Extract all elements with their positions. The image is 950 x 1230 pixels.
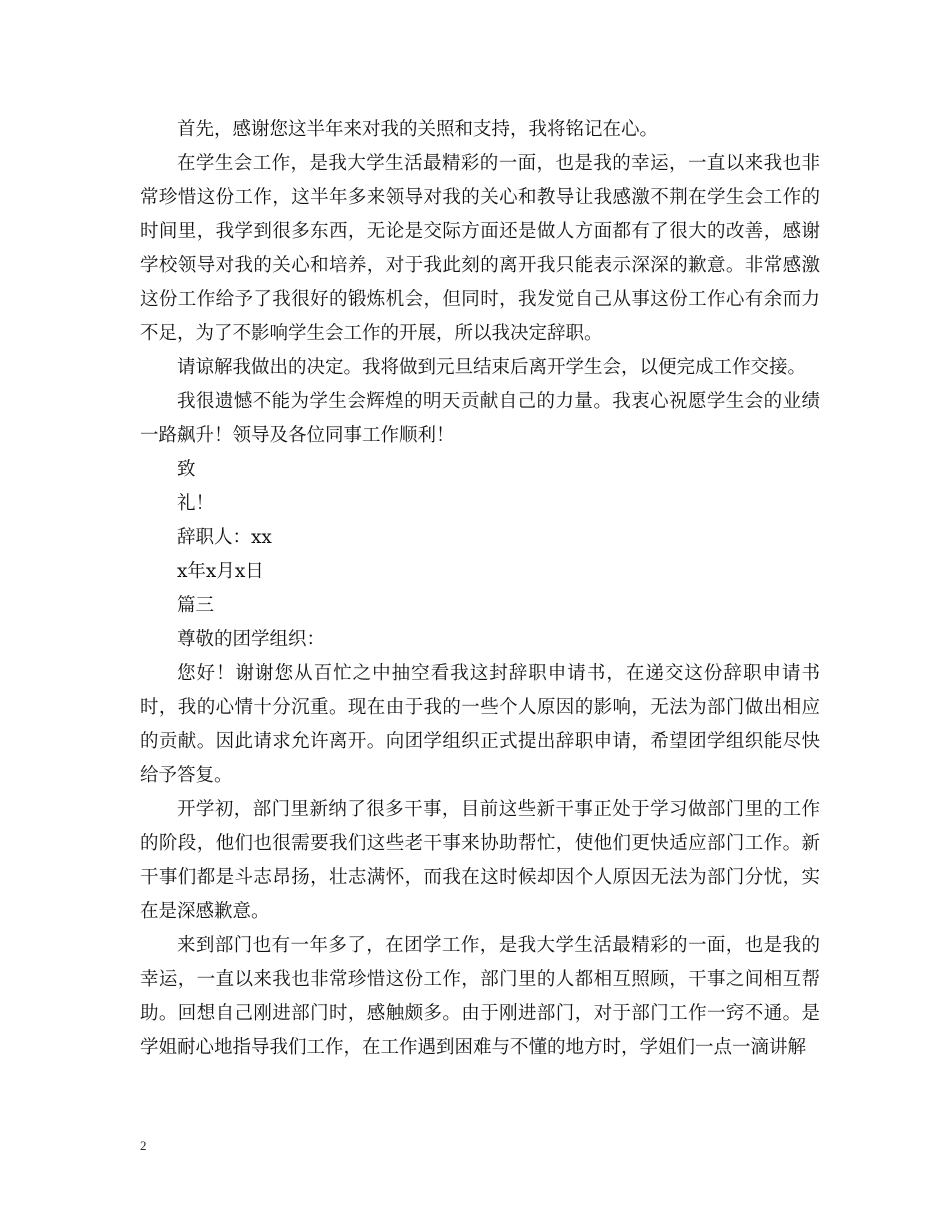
page-number: 2 xyxy=(140,1138,147,1153)
body-text xyxy=(140,113,820,1065)
paragraph: 我很遗憾不能为学生会辉煌的明天贡献自己的力量。我衷心祝愿学生会的业绩一路飙升！领导及各位同事工作顺利！ xyxy=(140,391,820,446)
date-line: x年x月x日 xyxy=(177,561,264,582)
section-heading: 篇三 xyxy=(177,595,215,616)
salutation-line: 礼！ xyxy=(177,493,215,514)
paragraph: 在学生会工作，是我大学生活最精彩的一面，也是我的幸运，一直以来我也非常珍惜这份工作，这半年多来领导对我的关心和教导让我感激不荆在学生会工作的时间里，我学到很多东西，无论是交际方面还是做人方面都有了很大的改善，感谢学校领导对我的关心和培养，对于我此刻的离开我只能表示深深的歉意。非常感激这份工作给予了我很好的锻炼机会，但同时，我发觉自己从事这份工作心有余而力不足，为了不影响学生会工作的开展，所以我决定辞职。 xyxy=(140,153,820,344)
paragraph: 开学初，部门里新纳了很多干事，目前这些新干事正处于学习做部门里的工作的阶段，他们也很需要我们这些老干事来协助帮忙，使他们更快适应部门工作。新干事们都是斗志昂扬，壮志满怀，而我在这时候却因个人原因无法为部门分忧，实在是深感歉意。 xyxy=(140,799,820,922)
paragraph: 请谅解我做出的决定。我将做到元旦结束后离开学生会，以便完成工作交接。 xyxy=(177,357,807,378)
paragraph: 首先，感谢您这半年来对我的关照和支持，我将铭记在心。 xyxy=(177,119,659,140)
greeting-line: 尊敬的团学组织： xyxy=(177,629,326,650)
paragraph: 来到部门也有一年多了，在团学工作，是我大学生活最精彩的一面，也是我的幸运，一直以来我也非常珍惜这份工作，部门里的人都相互照顾，干事之间相互帮助。回想自己刚进部门时，感触颇多。由于刚进部门，对于部门工作一窍不通。是学姐耐心地指导我们工作，在工作遇到困难与不懂的地方时，学姐们一点一滴讲解 xyxy=(140,935,820,1058)
signature-line: 辞职人：xx xyxy=(177,527,272,548)
salutation-line: 致 xyxy=(177,459,196,480)
paragraph: 您好！谢谢您从百忙之中抽空看我这封辞职申请书，在递交这份辞职申请书时，我的心情十分沉重。现在由于我的一些个人原因的影响，无法为部门做出相应的贡献。因此请求允许离开。向团学组织正式提出辞职申请，希望团学组织能尽快给予答复。 xyxy=(140,663,820,786)
